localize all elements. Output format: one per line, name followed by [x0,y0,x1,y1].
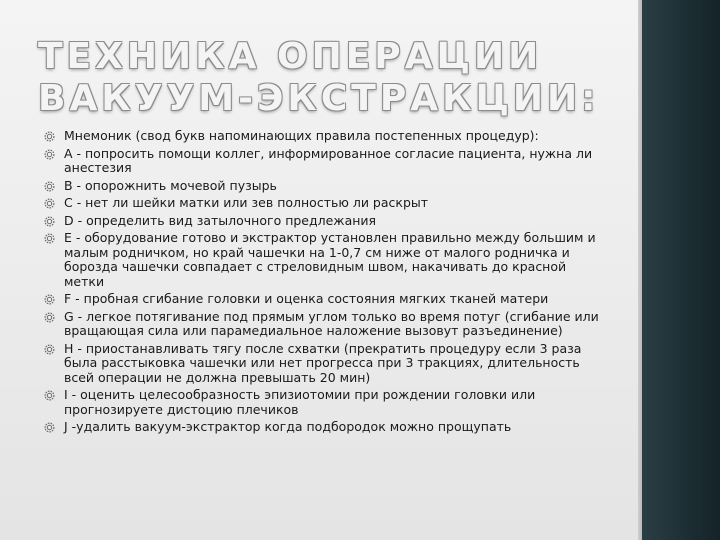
gear-bullet-icon [44,198,55,209]
list-item-text: H - приостанавливать тягу после схватки (прекратить процедуру если 3 раза была расстыковка чашечки или нет прогресса при 3 тракциях, длительность всей операции не должна превышать 20 мин) [64,340,582,385]
list-item-text: B - опорожнить мочевой пузырь [64,177,277,193]
list-item-text: J -удалить вакуум-экстрактор когда подбородок можно прощупать [64,419,512,434]
bullet-list [44,129,604,438]
gear-bullet-icon [44,216,55,227]
gear-bullet-icon [44,233,55,244]
list-item [44,310,604,339]
list-item [44,388,604,417]
list-item-text: F - пробная сгибание головки и оценка состояния мягких тканей матери [64,291,549,306]
list-item [44,292,604,307]
list-item [44,231,604,289]
list-item-text: I - оценить целесообразность эпизиотомии при рождении головки или прогнозируете дистоцию плечиков [64,387,536,417]
gear-bullet-icon [44,149,55,160]
list-item [44,147,604,176]
list-item [44,420,604,435]
list-item [44,196,604,211]
list-item-text: D - определить вид затылочного предлежания [64,212,377,228]
list-item [44,342,604,386]
gear-bullet-icon [44,344,55,355]
gear-bullet-icon [44,131,55,142]
list-item-text: G - легкое потягивание под прямым углом только во время потуг (сгибание или вращающая сила или парамедиальное наложение вызовут разъединение) [64,308,599,338]
right-decorative-bar [642,0,720,540]
list-item [44,214,604,229]
list-item-text: А - попросить помощи коллег, информированное согласие пациента, нужна ли анестезия [64,145,593,175]
gear-bullet-icon [44,312,55,323]
list-item-text: E - оборудование готово и экстрактор установлен правильно между большим и малым родничком, но край чашечки на 1-0,7 см ниже от малого родничка и борозда чашечки совпадает с стреловидным швом, накачивать до красной метки [64,230,596,289]
list-item-text: Мнемоник (свод букв напоминающих правила постепенных процедур): [64,128,539,143]
slide-title: ТЕХНИКА ОПЕРАЦИИ ВАКУУМ-ЭКСТРАКЦИИ: [38,36,600,119]
gear-bullet-icon [44,390,55,401]
gear-bullet-icon [44,294,55,305]
list-item-text: C - нет ли шейки матки или зев полностью ли раскрыт [64,195,429,210]
list-item [44,179,604,194]
gear-bullet-icon [44,422,55,433]
list-item [44,129,604,144]
gear-bullet-icon [44,181,55,192]
